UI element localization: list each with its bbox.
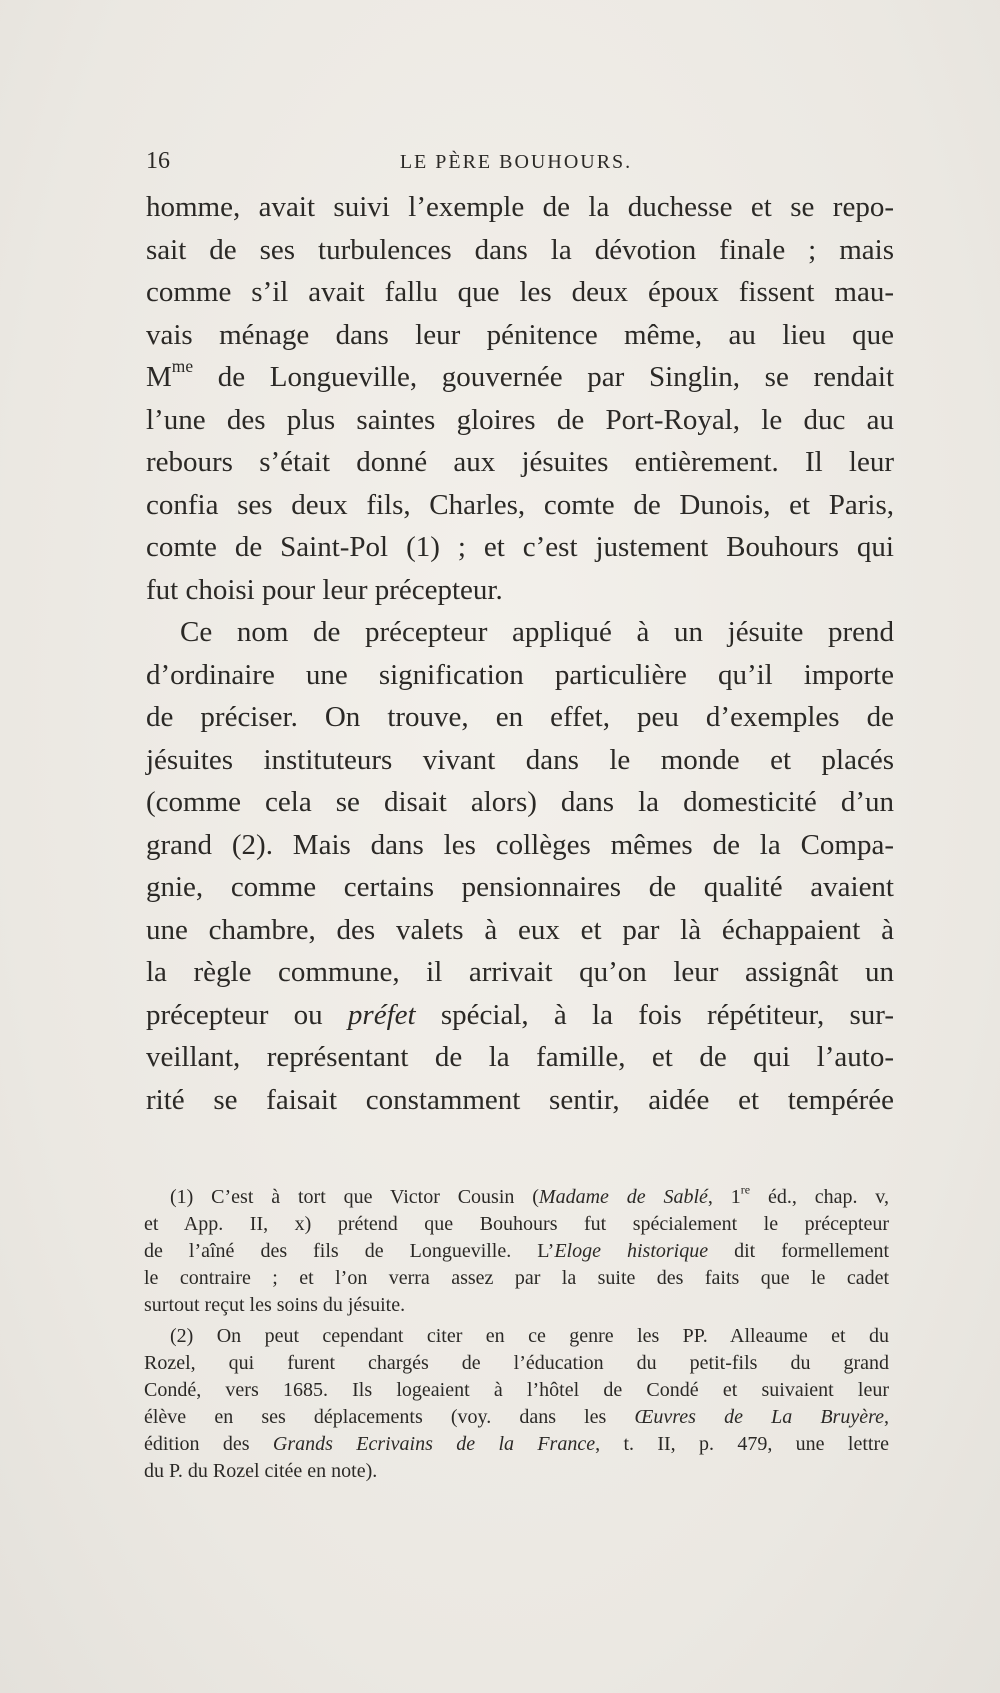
text-line: (comme cela se disait alors) dans la domesticité d’un	[146, 786, 894, 818]
footnote-2-line: élève en ses déplacements (voy. dans les Œuvres de La Bruyère,	[144, 1406, 889, 1428]
text-line: grand (2). Mais dans les collèges mêmes de la Compa-	[146, 828, 894, 861]
footnote-1-line: et App. II, x) prétend que Bouhours fut spécialement le précepteur	[144, 1213, 889, 1235]
footnote-2-line: du P. du Rozel citée en note).	[144, 1460, 378, 1482]
text-line: comte de Saint-Pol (1) ; et c’est justement Bouhours qui	[146, 531, 894, 563]
footnote-1-line: le contraire ; et l’on verra assez par la suite des faits que le cadet	[144, 1267, 889, 1289]
text-line: sait de ses turbulences dans la dévotion finale ; mais	[146, 233, 894, 266]
text-line: l’une des plus saintes gloires de Port-Royal, le duc au	[146, 403, 894, 436]
paragraph-start: Ce nom de précepteur appliqué à un jésuite prend	[180, 616, 894, 648]
page-header	[146, 148, 886, 178]
footnote-1-line: surtout reçut les soins du jésuite.	[144, 1294, 406, 1316]
footnote-2-line: Condé, vers 1685. Ils logeaient à l’hôtel de Condé et suivaient leur	[144, 1379, 889, 1401]
footnote-2-line: (2) On peut cependant citer en ce genre les PP. Alleaume et du	[170, 1325, 889, 1347]
text-line: rebours s’était donné aux jésuites entièrement. Il leur	[146, 446, 894, 478]
text-line: jésuites instituteurs vivant dans le monde et placés	[146, 743, 894, 776]
italic-prefet: préfet	[347, 998, 416, 1031]
footnote-1-line: de l’aîné des fils de Longueville. L’Eloge historique dit formellement	[144, 1240, 889, 1262]
text-line: comme s’il avait fallu que les deux époux fissent mau-	[146, 276, 894, 308]
text-line: d’ordinaire une signification particulière qu’il importe	[146, 658, 894, 691]
text-line: rité se faisait constamment sentir, aidée et tempérée	[146, 1083, 894, 1116]
text-line: homme, avait suivi l’exemple de la duchesse et se repo-	[146, 191, 894, 223]
text-line: confia ses deux fils, Charles, comte de Dunois, et Paris,	[146, 488, 894, 521]
mme-abbrev: $M^{me}$	[146, 356, 194, 393]
text-line: de préciser. On trouve, en effet, peu d’exemples de	[146, 701, 894, 733]
text-line: veillant, représentant de la famille, et de qui l’auto-	[146, 1041, 894, 1073]
running-title: LE PÈRE BOUHOURS.	[399, 151, 633, 173]
text-line: gnie, comme certains pensionnaires de qualité avaient	[146, 871, 894, 903]
footnote-1-line: (1) C’est à tort que Victor Cousin (Madame de Sablé, 1re éd., chap. v,	[170, 1182, 890, 1208]
text-line: vais ménage dans leur pénitence même, au lieu que	[146, 318, 894, 351]
text-line: précepteur ou préfet spécial, à la fois répétiteur, sur-	[146, 998, 895, 1031]
text-line: $M^{me}$ de Longueville, gouvernée par Singlin, se rendait	[146, 356, 894, 393]
footnotes	[144, 1184, 889, 1485]
main-text	[146, 186, 894, 1121]
text-line: une chambre, des valets à eux et par là échappaient à	[146, 913, 894, 946]
footnote-2-line: Rozel, qui furent chargés de l’éducation du petit-fils du grand	[144, 1352, 889, 1374]
text-line: fut choisi pour leur précepteur.	[146, 573, 503, 606]
page-number: 16	[146, 148, 170, 174]
footnote-2-line: édition des Grands Ecrivains de la France, t. II, p. 479, une lettre	[144, 1433, 889, 1455]
text-line: la règle commune, il arrivait qu’on leur assignât un	[146, 956, 894, 988]
